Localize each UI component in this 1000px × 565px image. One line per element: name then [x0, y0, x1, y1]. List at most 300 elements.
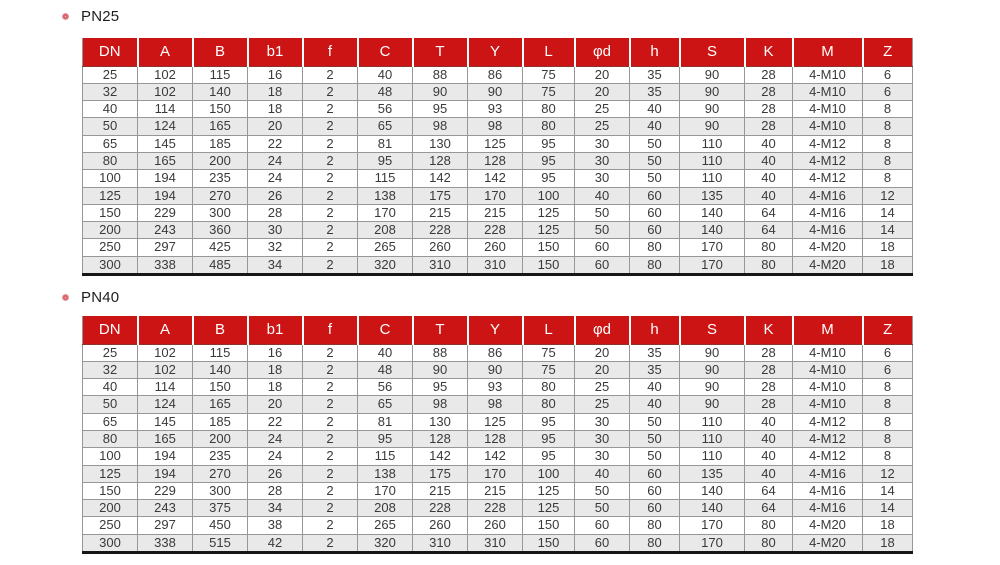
table-cell: 128 — [413, 430, 468, 447]
table-cell: 30 — [575, 430, 630, 447]
table-cell: 375 — [193, 500, 248, 517]
table-cell: 138 — [358, 465, 413, 482]
table-cell: 20 — [248, 396, 303, 413]
table-cell: 170 — [358, 204, 413, 221]
table-cell: 140 — [680, 500, 745, 517]
table-cell: 102 — [138, 83, 193, 100]
table-cell: 4-M10 — [793, 344, 863, 361]
table-cell: 2 — [303, 152, 358, 169]
column-header-f: f — [303, 38, 358, 66]
table-cell: 125 — [523, 500, 575, 517]
table-cell: 50 — [630, 170, 680, 187]
table-cell: 135 — [680, 187, 745, 204]
table-cell: 90 — [680, 101, 745, 118]
table-cell: 208 — [358, 500, 413, 517]
table-row — [83, 465, 913, 482]
table-cell: 215 — [413, 204, 468, 221]
table-cell: 80 — [630, 534, 680, 552]
table-cell: 2 — [303, 482, 358, 499]
table-cell: 243 — [138, 500, 193, 517]
table-cell: 40 — [745, 413, 793, 430]
table-cell: 50 — [83, 118, 138, 135]
column-header-t: T — [413, 38, 468, 66]
table-cell: 65 — [83, 135, 138, 152]
table-cell: 4-M10 — [793, 101, 863, 118]
table-cell: 28 — [745, 396, 793, 413]
table-cell: 150 — [83, 204, 138, 221]
table-cell: 95 — [523, 135, 575, 152]
table-cell: 50 — [83, 396, 138, 413]
column-header-y: Y — [468, 316, 523, 344]
table-cell: 270 — [193, 187, 248, 204]
table-cell: 42 — [248, 534, 303, 552]
table-cell: 228 — [413, 222, 468, 239]
table-row — [83, 448, 913, 465]
table-cell: 90 — [680, 361, 745, 378]
table-cell: 200 — [83, 500, 138, 517]
table-cell: 6 — [863, 83, 913, 100]
table-cell: 14 — [863, 204, 913, 221]
table-cell: 28 — [248, 482, 303, 499]
table-cell: 185 — [193, 413, 248, 430]
table-cell: 40 — [358, 66, 413, 83]
table-cell: 20 — [575, 83, 630, 100]
table-cell: 64 — [745, 500, 793, 517]
column-header-s: S — [680, 38, 745, 66]
table-cell: 18 — [248, 361, 303, 378]
table-cell: 8 — [863, 152, 913, 169]
table-cell: 4-M10 — [793, 361, 863, 378]
table-cell: 150 — [523, 256, 575, 274]
table-row — [83, 101, 913, 118]
table-cell: 50 — [575, 204, 630, 221]
table-cell: 90 — [413, 83, 468, 100]
table-cell: 30 — [575, 448, 630, 465]
table-cell: 28 — [745, 344, 793, 361]
table-cell: 4-M12 — [793, 448, 863, 465]
table-cell: 95 — [523, 170, 575, 187]
table-cell: 194 — [138, 170, 193, 187]
column-header-m: M — [793, 316, 863, 344]
table-cell: 40 — [745, 448, 793, 465]
table-cell: 300 — [193, 482, 248, 499]
section-title-label: PN25 — [81, 7, 120, 25]
table-cell: 2 — [303, 448, 358, 465]
table-cell: 2 — [303, 344, 358, 361]
table-cell: 30 — [575, 152, 630, 169]
table-cell: 130 — [413, 413, 468, 430]
table-cell: 4-M16 — [793, 222, 863, 239]
table-cell: 24 — [248, 430, 303, 447]
table-cell: 145 — [138, 413, 193, 430]
table-cell: 40 — [575, 465, 630, 482]
table-cell: 80 — [523, 396, 575, 413]
table-cell: 50 — [630, 448, 680, 465]
table-cell: 150 — [193, 379, 248, 396]
table-row — [83, 379, 913, 396]
table-cell: 40 — [83, 101, 138, 118]
table-cell: 20 — [575, 361, 630, 378]
table-cell: 2 — [303, 222, 358, 239]
table-row — [83, 500, 913, 517]
table-cell: 60 — [630, 465, 680, 482]
table-cell: 310 — [468, 534, 523, 552]
table-cell: 80 — [523, 101, 575, 118]
column-header-dn: DN — [83, 316, 138, 344]
table-cell: 194 — [138, 187, 193, 204]
table-cell: 300 — [193, 204, 248, 221]
table-cell: 28 — [745, 118, 793, 135]
table-cell: 40 — [83, 379, 138, 396]
column-header-a: A — [138, 316, 193, 344]
table-cell: 115 — [193, 66, 248, 83]
table-cell: 2 — [303, 66, 358, 83]
column-header-a: A — [138, 38, 193, 66]
column-header-φd: φd — [575, 316, 630, 344]
table-cell: 50 — [630, 430, 680, 447]
table-cell: 124 — [138, 118, 193, 135]
table-cell: 14 — [863, 500, 913, 517]
table-cell: 110 — [680, 135, 745, 152]
table-cell: 150 — [523, 517, 575, 534]
table-cell: 338 — [138, 256, 193, 274]
ring-bullet-icon — [63, 14, 68, 19]
table-cell: 125 — [523, 482, 575, 499]
table-cell: 6 — [863, 361, 913, 378]
table-cell: 30 — [575, 170, 630, 187]
table-cell: 50 — [630, 413, 680, 430]
table-cell: 2 — [303, 83, 358, 100]
column-header-f: f — [303, 316, 358, 344]
table-cell: 165 — [138, 430, 193, 447]
table-cell: 80 — [745, 517, 793, 534]
column-header-t: T — [413, 316, 468, 344]
table-cell: 100 — [523, 465, 575, 482]
table-cell: 194 — [138, 465, 193, 482]
table-cell: 80 — [745, 256, 793, 274]
table-cell: 16 — [248, 66, 303, 83]
column-header-c: C — [358, 38, 413, 66]
table-cell: 300 — [83, 256, 138, 274]
table-row — [83, 222, 913, 239]
table-cell: 114 — [138, 101, 193, 118]
table-cell: 170 — [358, 482, 413, 499]
column-header-b: B — [193, 38, 248, 66]
table-cell: 208 — [358, 222, 413, 239]
table-cell: 18 — [863, 239, 913, 256]
table-cell: 18 — [248, 379, 303, 396]
table-row — [83, 187, 913, 204]
table-cell: 28 — [745, 66, 793, 83]
table-cell: 100 — [83, 170, 138, 187]
table-cell: 4-M20 — [793, 256, 863, 274]
table-cell: 25 — [83, 66, 138, 83]
table-cell: 24 — [248, 152, 303, 169]
table-cell: 80 — [745, 534, 793, 552]
table-cell: 80 — [83, 152, 138, 169]
table-cell: 18 — [863, 256, 913, 274]
table-cell: 142 — [468, 170, 523, 187]
column-header-b1: b1 — [248, 316, 303, 344]
column-header-φd: φd — [575, 38, 630, 66]
table-cell: 35 — [630, 344, 680, 361]
table-row — [83, 152, 913, 169]
table-cell: 12 — [863, 465, 913, 482]
table-cell: 310 — [413, 534, 468, 552]
table-cell: 14 — [863, 482, 913, 499]
column-header-c: C — [358, 316, 413, 344]
table-cell: 165 — [193, 118, 248, 135]
table-cell: 170 — [468, 187, 523, 204]
table-cell: 2 — [303, 118, 358, 135]
table-cell: 215 — [468, 482, 523, 499]
table-cell: 115 — [358, 448, 413, 465]
table-cell: 64 — [745, 482, 793, 499]
table-cell: 110 — [680, 152, 745, 169]
table-cell: 35 — [630, 361, 680, 378]
table-cell: 102 — [138, 361, 193, 378]
table-cell: 124 — [138, 396, 193, 413]
table-cell: 90 — [680, 396, 745, 413]
table-cell: 93 — [468, 101, 523, 118]
table-cell: 260 — [468, 517, 523, 534]
table-cell: 40 — [630, 101, 680, 118]
table-row — [83, 396, 913, 413]
table-cell: 110 — [680, 413, 745, 430]
table-cell: 14 — [863, 222, 913, 239]
table-cell: 26 — [248, 465, 303, 482]
table-cell: 25 — [575, 101, 630, 118]
pn25-dimension-table — [82, 38, 913, 276]
table-cell: 194 — [138, 448, 193, 465]
column-header-h: h — [630, 38, 680, 66]
table-cell: 110 — [680, 430, 745, 447]
table-cell: 40 — [630, 379, 680, 396]
table-cell: 60 — [575, 534, 630, 552]
table-cell: 40 — [745, 430, 793, 447]
table-cell: 297 — [138, 517, 193, 534]
table-cell: 150 — [83, 482, 138, 499]
table-cell: 90 — [413, 361, 468, 378]
table-cell: 130 — [413, 135, 468, 152]
table-cell: 34 — [248, 500, 303, 517]
table-cell: 2 — [303, 396, 358, 413]
table-cell: 95 — [413, 101, 468, 118]
table-cell: 50 — [575, 482, 630, 499]
table-cell: 2 — [303, 361, 358, 378]
table-cell: 56 — [358, 379, 413, 396]
table-cell: 235 — [193, 170, 248, 187]
table-cell: 2 — [303, 204, 358, 221]
table-cell: 200 — [193, 152, 248, 169]
table-cell: 228 — [413, 500, 468, 517]
table-row — [83, 170, 913, 187]
table-cell: 32 — [83, 83, 138, 100]
table-cell: 12 — [863, 187, 913, 204]
table-cell: 125 — [468, 135, 523, 152]
table-cell: 100 — [523, 187, 575, 204]
column-header-m: M — [793, 38, 863, 66]
table-cell: 60 — [630, 482, 680, 499]
table-cell: 20 — [575, 344, 630, 361]
table-cell: 28 — [745, 101, 793, 118]
table-cell: 80 — [630, 239, 680, 256]
table-cell: 30 — [248, 222, 303, 239]
table-cell: 142 — [468, 448, 523, 465]
table-cell: 98 — [413, 118, 468, 135]
table-cell: 80 — [83, 430, 138, 447]
table-cell: 6 — [863, 344, 913, 361]
table-cell: 50 — [575, 222, 630, 239]
table-cell: 65 — [83, 413, 138, 430]
table-cell: 60 — [575, 256, 630, 274]
table-cell: 170 — [680, 517, 745, 534]
table-cell: 40 — [745, 187, 793, 204]
table-cell: 4-M12 — [793, 413, 863, 430]
table-cell: 60 — [630, 204, 680, 221]
table-cell: 165 — [138, 152, 193, 169]
table-cell: 18 — [248, 101, 303, 118]
table-cell: 20 — [248, 118, 303, 135]
table-cell: 24 — [248, 170, 303, 187]
table-header-row — [83, 38, 913, 66]
table-cell: 150 — [523, 239, 575, 256]
table-cell: 40 — [630, 396, 680, 413]
table-cell: 110 — [680, 170, 745, 187]
table-cell: 40 — [745, 465, 793, 482]
table-cell: 75 — [523, 344, 575, 361]
table-row — [83, 239, 913, 256]
table-cell: 22 — [248, 135, 303, 152]
table-cell: 28 — [745, 83, 793, 100]
table-cell: 28 — [745, 379, 793, 396]
section-title-pn25 — [63, 7, 119, 25]
table-cell: 265 — [358, 239, 413, 256]
table-cell: 98 — [468, 396, 523, 413]
table-cell: 135 — [680, 465, 745, 482]
table-cell: 142 — [413, 170, 468, 187]
table-cell: 95 — [413, 379, 468, 396]
table-cell: 75 — [523, 66, 575, 83]
table-row — [83, 430, 913, 447]
table-cell: 2 — [303, 517, 358, 534]
table-cell: 265 — [358, 517, 413, 534]
table-cell: 2 — [303, 239, 358, 256]
table-cell: 102 — [138, 66, 193, 83]
table-cell: 128 — [468, 152, 523, 169]
table-cell: 4-M16 — [793, 482, 863, 499]
table-cell: 95 — [358, 152, 413, 169]
table-cell: 88 — [413, 344, 468, 361]
table-cell: 260 — [468, 239, 523, 256]
table-cell: 30 — [575, 135, 630, 152]
table-cell: 425 — [193, 239, 248, 256]
table-cell: 75 — [523, 83, 575, 100]
ring-bullet-icon — [63, 295, 68, 300]
table-cell: 18 — [248, 83, 303, 100]
table-cell: 229 — [138, 482, 193, 499]
table-cell: 125 — [523, 222, 575, 239]
table-cell: 360 — [193, 222, 248, 239]
table-cell: 2 — [303, 413, 358, 430]
table-cell: 4-M10 — [793, 83, 863, 100]
table-cell: 2 — [303, 101, 358, 118]
table-cell: 4-M12 — [793, 152, 863, 169]
table-cell: 80 — [523, 379, 575, 396]
table-cell: 2 — [303, 430, 358, 447]
table-cell: 60 — [630, 222, 680, 239]
table-cell: 110 — [680, 448, 745, 465]
table-cell: 40 — [745, 170, 793, 187]
column-header-z: Z — [863, 316, 913, 344]
table-cell: 170 — [468, 465, 523, 482]
table-cell: 48 — [358, 83, 413, 100]
table-cell: 235 — [193, 448, 248, 465]
table-cell: 260 — [413, 517, 468, 534]
table-cell: 228 — [468, 500, 523, 517]
table-cell: 270 — [193, 465, 248, 482]
section-title-pn40 — [63, 288, 119, 306]
table-row — [83, 66, 913, 83]
table-cell: 88 — [413, 66, 468, 83]
table-cell: 4-M20 — [793, 534, 863, 552]
table-cell: 34 — [248, 256, 303, 274]
table-cell: 125 — [468, 413, 523, 430]
table-cell: 102 — [138, 344, 193, 361]
table-cell: 4-M10 — [793, 379, 863, 396]
table-row — [83, 534, 913, 552]
table-cell: 32 — [83, 361, 138, 378]
table-cell: 60 — [630, 187, 680, 204]
table-cell: 50 — [575, 500, 630, 517]
table-cell: 4-M20 — [793, 239, 863, 256]
table-cell: 60 — [630, 500, 680, 517]
table-cell: 95 — [523, 413, 575, 430]
table-cell: 90 — [680, 66, 745, 83]
table-cell: 80 — [630, 256, 680, 274]
table-cell: 65 — [358, 396, 413, 413]
table-cell: 4-M10 — [793, 66, 863, 83]
table-cell: 165 — [193, 396, 248, 413]
table-row — [83, 413, 913, 430]
table-cell: 90 — [680, 344, 745, 361]
table-row — [83, 83, 913, 100]
table-cell: 2 — [303, 135, 358, 152]
table-cell: 150 — [193, 101, 248, 118]
table-cell: 145 — [138, 135, 193, 152]
table-cell: 40 — [745, 152, 793, 169]
table-cell: 26 — [248, 187, 303, 204]
table-cell: 200 — [83, 222, 138, 239]
table-cell: 2 — [303, 465, 358, 482]
table-cell: 64 — [745, 222, 793, 239]
table-cell: 2 — [303, 187, 358, 204]
table-cell: 200 — [193, 430, 248, 447]
table-cell: 48 — [358, 361, 413, 378]
table-cell: 80 — [630, 517, 680, 534]
table-cell: 80 — [523, 118, 575, 135]
column-header-z: Z — [863, 38, 913, 66]
table-cell: 320 — [358, 534, 413, 552]
table-cell: 310 — [468, 256, 523, 274]
table-row — [83, 135, 913, 152]
table-cell: 50 — [630, 135, 680, 152]
table-cell: 80 — [745, 239, 793, 256]
table-cell: 8 — [863, 118, 913, 135]
table-cell: 35 — [630, 83, 680, 100]
table-cell: 22 — [248, 413, 303, 430]
table-cell: 175 — [413, 187, 468, 204]
